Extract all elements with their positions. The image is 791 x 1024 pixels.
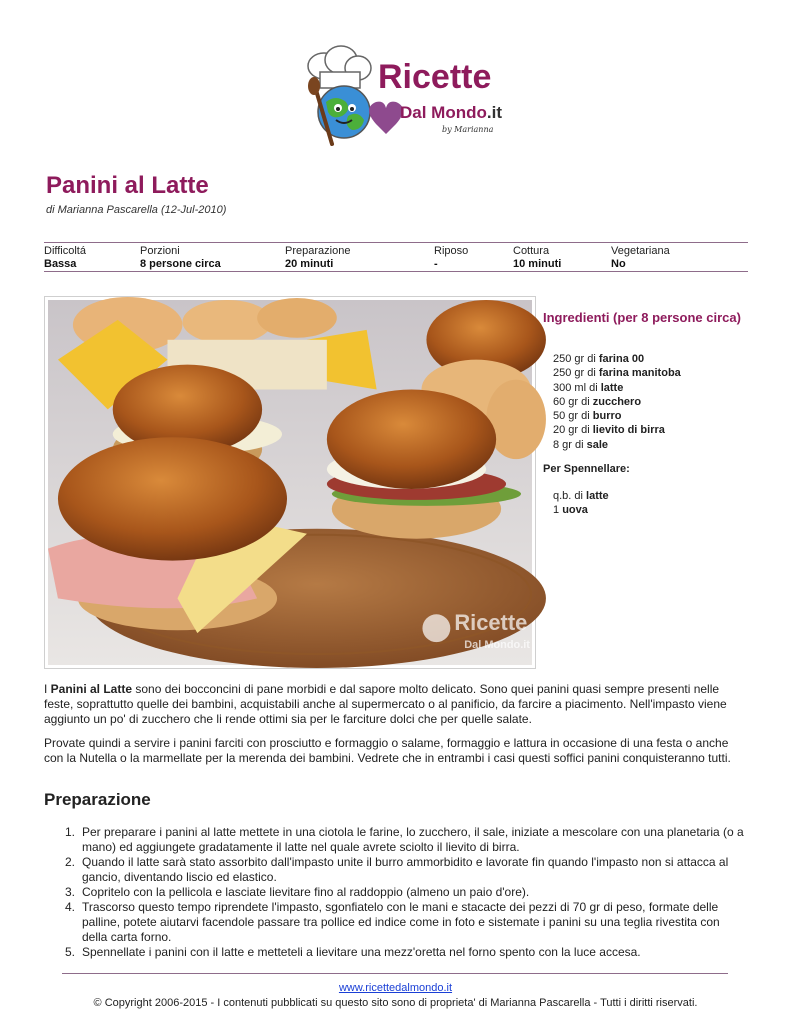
meta-label: Cottura bbox=[513, 245, 550, 257]
footer-copyright: © Copyright 2006-2015 - I contenuti pubblicati su questo sito sono di proprieta' di Marianna Pascarella - Tutti i diritti riservati. bbox=[93, 997, 698, 1009]
meta-value: No bbox=[611, 258, 626, 270]
recipe-meta-table bbox=[44, 242, 748, 272]
list-item: 1. Per preparare i panini al latte mettete in una ciotola le farine, lo zucchero, il sale, iniziate a mescolare con una planetaria (o a mano) ed aggiungete gradatamente il latte nel quale avrete sciolto il lievito di birra. bbox=[65, 825, 744, 854]
preparation-steps bbox=[65, 825, 746, 960]
photo-watermark-line2: Dal Mondo.it bbox=[464, 639, 530, 652]
recipe-byline: di Marianna Pascarella (12-Jul-2010) bbox=[46, 204, 227, 216]
list-item: 250 gr di farina manitoba bbox=[553, 367, 681, 380]
meta-label: Difficoltá bbox=[44, 245, 86, 257]
meta-prep-time bbox=[285, 245, 350, 271]
meta-rest-time bbox=[434, 245, 468, 271]
list-item: 50 gr di burro bbox=[553, 410, 622, 423]
logo-brand-tld: .it bbox=[486, 103, 502, 122]
meta-label: Preparazione bbox=[285, 245, 351, 257]
meta-label: Vegetariana bbox=[611, 245, 670, 257]
brushing-subtitle: Per Spennellare: bbox=[543, 463, 630, 475]
meta-value: 8 persone circa bbox=[140, 258, 221, 270]
meta-value: Bassa bbox=[44, 258, 77, 270]
svg-text:Dal Mondo.it bbox=[400, 103, 502, 122]
meta-vegetarian bbox=[611, 245, 670, 271]
intro-paragraph-2: Provate quindi a servire i panini farciti con prosciutto e formaggio o salame, formaggio e lattura in occasione di una festa o anche con la Nutella o la marmellate per la merenda dei bambini. Vedrete che in entrambi i casi questi soffici panini conquisteranno tutti. bbox=[44, 736, 731, 765]
list-item: 8 gr di sale bbox=[553, 438, 609, 451]
list-item: 60 gr di zucchero bbox=[553, 395, 642, 408]
list-item: 2. Quando il latte sarà stato assorbito dall'impasto unite il burro ammorbidito e lavorate fin quando l'impasto non si attacca al gancio, diventando liscio ed elastico. bbox=[65, 855, 729, 884]
meta-label: Porzioni bbox=[140, 245, 180, 257]
list-item: 3. Copritelo con la pellicola e lasciate lievitare fino al raddoppio (almeno un paio d'ore). bbox=[65, 885, 530, 899]
site-logo[interactable] bbox=[296, 44, 502, 154]
ingredients-list bbox=[553, 352, 681, 452]
list-item: 4. Trascorso questo tempo riprendete l'impasto, sgonfiatelo con le mani e stacacte dei pezzi di 70 gr di peso, formate delle palline, potete aiutarvi facendole passare tra pollice ed indice come in foto e sistemate i panini su una teglia rivestita con della carta forno. bbox=[65, 900, 720, 944]
photo-watermark-line1: Ricette bbox=[454, 610, 528, 636]
list-item: 300 ml di latte bbox=[553, 381, 624, 394]
list-item: 5. Spennellate i panini con il latte e metteteli a lievitare una mezz'oretta nel forno spento con la luce accesa. bbox=[65, 945, 641, 959]
logo-brand-line1: Ricette bbox=[378, 58, 492, 96]
list-item: 250 gr di farina 00 bbox=[553, 353, 645, 365]
list-item: 1 uova bbox=[553, 504, 588, 517]
meta-value: 10 minuti bbox=[513, 258, 562, 270]
list-item: 20 gr di lievito di birra bbox=[553, 424, 665, 437]
brushing-list bbox=[553, 489, 609, 518]
ingredients-title: Ingredienti (per 8 persone circa) bbox=[543, 310, 741, 325]
recipe-photo bbox=[44, 296, 536, 669]
meta-value: 20 minuti bbox=[285, 258, 334, 270]
meta-cook-time bbox=[513, 245, 561, 271]
chef-globe-logo-icon bbox=[296, 44, 502, 154]
meta-servings bbox=[140, 245, 221, 271]
footer-site-link[interactable]: www.ricettedalmondo.it bbox=[338, 982, 453, 994]
footer-divider bbox=[62, 973, 728, 974]
intro-paragraph-1: I Panini al Latte sono dei bocconcini di pane morbidi e dal sapore molto delicato. Sono quei panini quasi sempre presenti nelle feste, soprattutto quelle dei bambini, acquistabili anche al supermercato o al panificio, da farcire a piacimento. Nell'impasto viene aggiunto un po' di zucchero che li rende ottimi sia per le farciture dolci che per quelle salate. bbox=[44, 682, 727, 726]
milk-buns-photo bbox=[48, 300, 532, 665]
meta-value: - bbox=[434, 258, 438, 270]
recipe-title: Panini al Latte bbox=[46, 172, 209, 199]
list-item: q.b. di latte bbox=[553, 490, 609, 502]
meta-difficulty bbox=[44, 245, 86, 271]
logo-brand-by: by Marianna bbox=[442, 125, 494, 134]
preparation-title: Preparazione bbox=[44, 790, 151, 809]
logo-brand-line2: Dal Mondo bbox=[400, 103, 487, 122]
meta-label: Riposo bbox=[434, 245, 469, 257]
